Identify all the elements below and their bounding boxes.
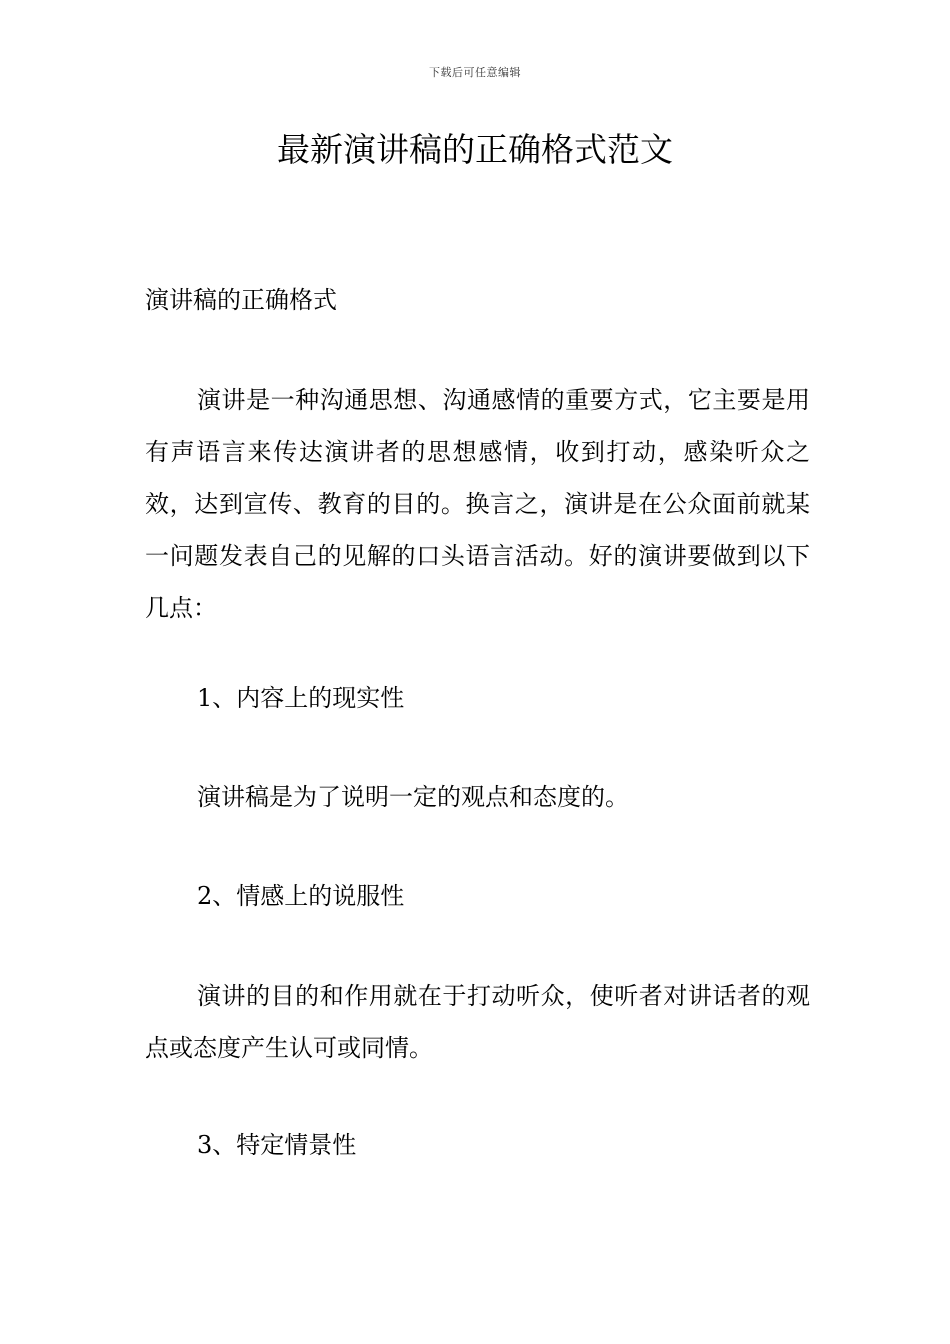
intro-paragraph: 演讲是一种沟通思想、沟通感情的重要方式，它主要是用有声语言来传达演讲者的思想感情，收到打动，感染听众之效，达到宣传、教育的目的。换言之，演讲是在公众面前就某一问题发表自己的见解的口头语言活动。好的演讲要做到以下几点： — [145, 386, 810, 622]
header-note: 下载后可任意编辑 — [429, 66, 521, 79]
document-title: 最新演讲稿的正确格式范文 — [277, 130, 673, 169]
point-3-heading: 3、特定情景性 — [197, 1131, 357, 1159]
point-2-body: 演讲的目的和作用就在于打动听众，使听者对讲话者的观点或态度产生认可或同情。 — [145, 982, 810, 1062]
point-1-body: 演讲稿是为了说明一定的观点和态度的。 — [197, 783, 629, 811]
section-subheading: 演讲稿的正确格式 — [145, 286, 337, 314]
point-2-heading: 2、情感上的说服性 — [197, 882, 405, 910]
point-1-heading: 1、内容上的现实性 — [197, 684, 405, 712]
